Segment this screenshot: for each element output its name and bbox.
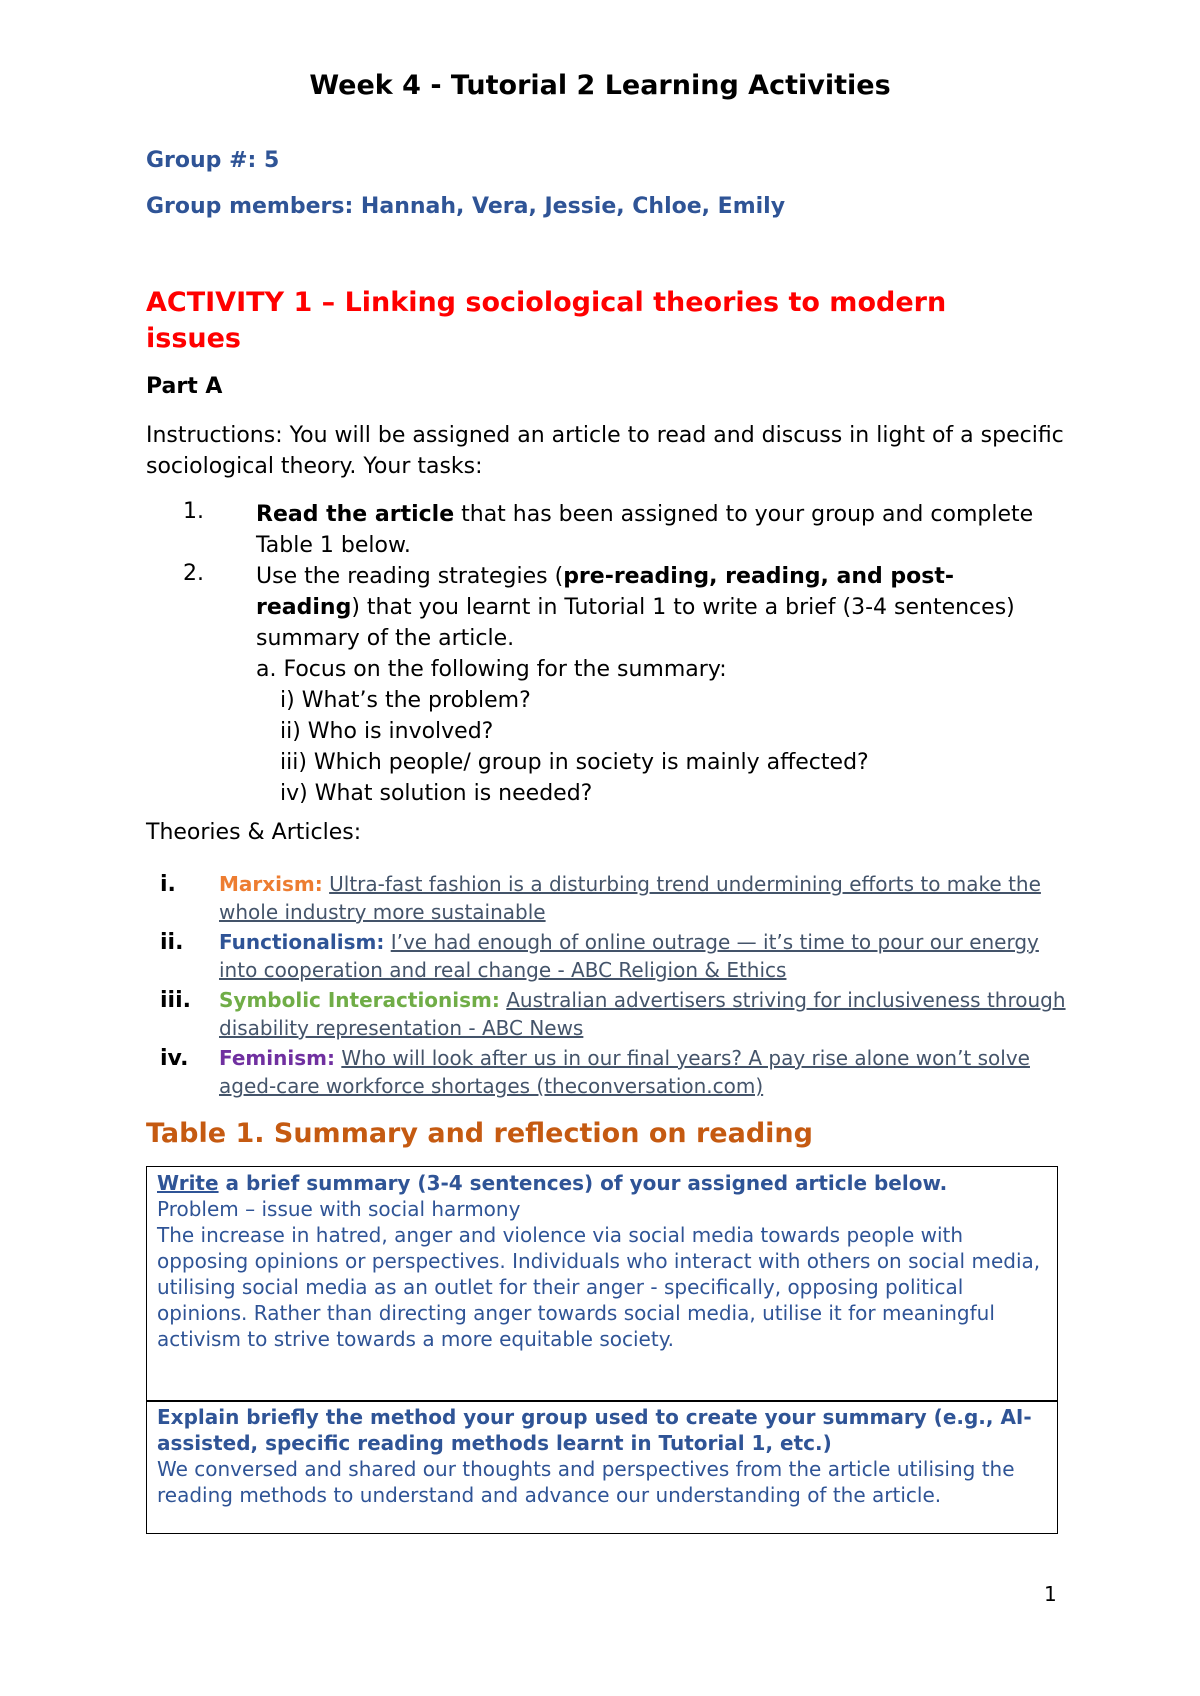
summary-prompt (157, 1170, 1047, 1196)
sub-task: a. Focus on the following for the summary: (256, 657, 727, 682)
question-item: iv) What solution is needed? (280, 781, 593, 806)
task-1-bold: Read the article (256, 502, 455, 527)
task-number: 2. (183, 561, 204, 586)
article-link[interactable]: Australian advertisers striving for inclusiveness through disability representation - ABC News (219, 988, 1066, 1040)
page-title: Week 4 - Tutorial 2 Learning Activities (309, 70, 891, 101)
method-cell[interactable] (146, 1400, 1058, 1534)
article-link[interactable]: I’ve had enough of online outrage — it’s time to pour our energy into cooperation and real change - ABC Religion & Ethics (219, 930, 1039, 982)
write-link: Write (157, 1171, 219, 1195)
theories-heading: Theories & Articles: (146, 820, 362, 845)
method-prompt: Explain briefly the method your group used to create your summary (e.g., AI-assisted, specific reading methods learnt in Tutorial 1, etc.) (157, 1405, 1032, 1455)
question-item: iii) Which people/ group in society is mainly affected? (280, 750, 869, 775)
task-1-text: that has been assigned to your group and complete Table 1 below. (256, 502, 1034, 558)
question-item: i) What’s the problem? (280, 688, 531, 713)
theory-numeral: ii. (160, 930, 184, 955)
task-1 (256, 499, 1046, 561)
theory-item-functionalism (219, 928, 1069, 984)
task-number: 1. (183, 499, 204, 524)
instructions: Instructions: You will be assigned an article to read and discuss in light of a specific sociological theory. Your tasks: (146, 423, 1064, 479)
theory-name: Symbolic Interactionism: (219, 988, 500, 1012)
theory-numeral: i. (160, 872, 176, 897)
theory-numeral: iii. (160, 988, 191, 1013)
method-answer: We conversed and shared our thoughts and perspectives from the article utilising the reading methods to understand and advance our understanding of the article. (157, 1457, 1015, 1507)
theory-name: Functionalism: (219, 930, 385, 954)
article-link[interactable]: Ultra-fast fashion is a disturbing trend undermining efforts to make the whole industry more sustainable (219, 872, 1041, 924)
summary-answer: The increase in hatred, anger and violence via social media towards people with opposing opinions or perspectives. Individuals who interact with others on social media, utilising social media as an outlet for their anger - specifically, opposing political opinions. Rather than directing anger towards social media, utilise it for meaningful activism to strive towards a more equitable society. (157, 1223, 1041, 1351)
summary-cell[interactable] (146, 1166, 1058, 1402)
page-number: 1 (1044, 1582, 1057, 1606)
task-2-text: ) that you learnt in Tutorial 1 to write a brief (3-4 sentences) summary of the article. (256, 595, 1015, 651)
summary-prompt-text: a brief summary (3-4 sentences) of your assigned article below. (218, 1171, 948, 1195)
task-2-bold: pre-reading, reading, and post-reading (256, 564, 955, 620)
group-members: Group members: Hannah, Vera, Jessie, Chloe, Emily (146, 194, 786, 219)
theory-numeral: iv. (160, 1046, 189, 1071)
summary-problem: Problem – issue with social harmony (157, 1197, 521, 1221)
theory-name: Marxism: (219, 872, 323, 896)
task-2-pre: Use the reading strategies ( (256, 564, 564, 589)
theory-name: Feminism: (219, 1046, 335, 1070)
part-heading: Part A (146, 374, 223, 399)
activity-heading: ACTIVITY 1 – Linking sociological theories to modern issues (146, 287, 947, 354)
article-link[interactable]: Who will look after us in our final years? A pay rise alone won’t solve aged-care workforce shortages (theconversation.com) (219, 1046, 1030, 1098)
group-number: Group #: 5 (146, 148, 280, 173)
table-heading: Table 1. Summary and reflection on reading (146, 1118, 813, 1149)
theory-item-marxism (219, 870, 1069, 926)
theory-item-feminism (219, 1044, 1069, 1100)
question-item: ii) Who is involved? (280, 719, 494, 744)
task-2 (256, 561, 1046, 654)
theory-item-symbolic-interactionism (219, 986, 1069, 1042)
